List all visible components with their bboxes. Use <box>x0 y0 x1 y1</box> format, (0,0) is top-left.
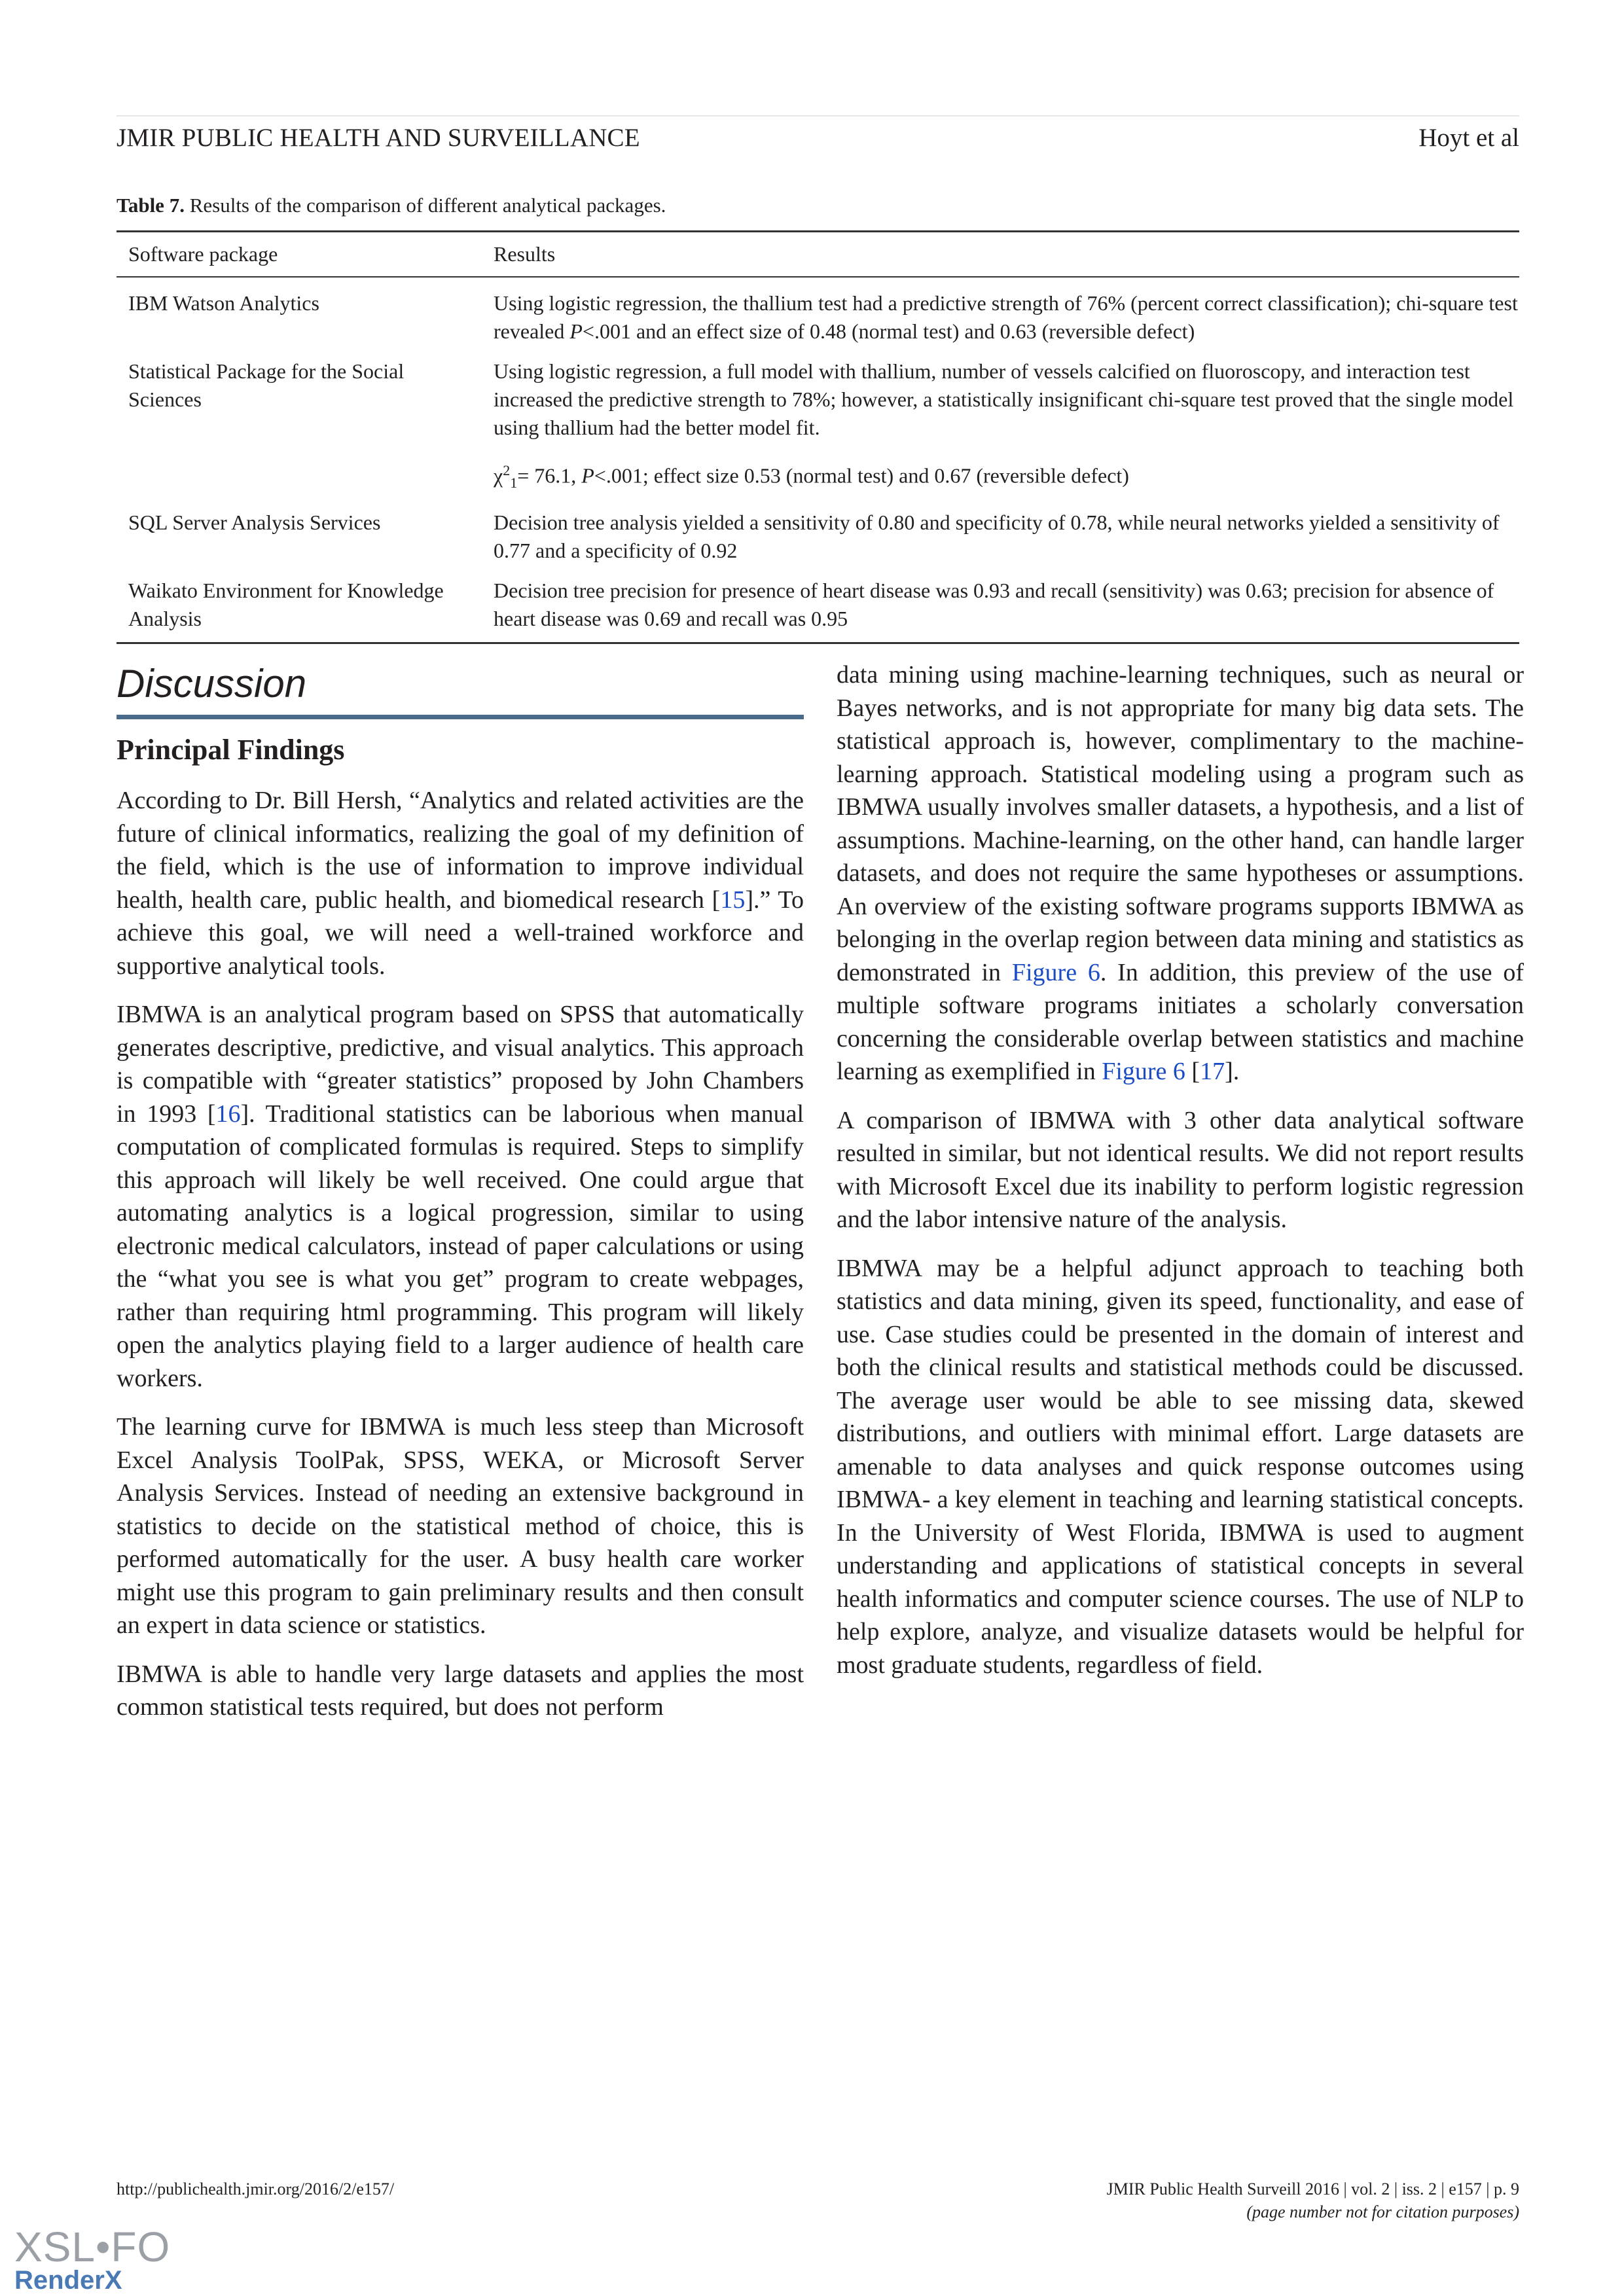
author-running-head: Hoyt et al <box>1418 124 1519 152</box>
paragraph-text: data mining using machine-learning techniques, such as neural or Bayes networks, and is not appropriate for many big data sets. The statistical approach is, however, complimentary to the machine-learning approach. Statistical modeling using a program such as IBMWA usually involves smaller datasets, a hypothesis, and a list of assumptions. Machine-learning, on the other hand, can handle larger datasets, and does not require the same hypotheses or assumptions. An overview of the existing software programs supports IBMWA as belonging in the overlap region between data mining and statistics as demonstrated in <box>837 661 1524 986</box>
p-symbol: P <box>581 463 594 488</box>
section-rule <box>117 715 804 719</box>
package-cell: Statistical Package for the Social Sciences <box>128 359 405 411</box>
footer-citation: JMIR Public Health Surveill 2016 | vol. 2 | iss. 2 | e157 | p. 9 <box>1106 2179 1519 2198</box>
table-row <box>117 346 1519 497</box>
chi-square-line <box>494 456 1519 497</box>
paragraph-text: ]. Traditional statistics can be laborious when manual computation of complicated formulas is required. Steps to simplify this approach will likely be well received. One could argue that automating analytics is a logical progression, similar to using electronic medical calculators, instead of paper calculations or using the “what you see is what you get” program to create webpages, rather than requiring html programming. This program will likely open the analytics playing field to a larger audience of health care workers. <box>117 1100 804 1392</box>
paragraph: The learning curve for IBMWA is much less steep than Microsoft Excel Analysis ToolPak, SPSS, WEKA, or Microsoft Server Analysis Services. Instead of needing an extensive background in statistics to decide on the statistical method of choice, this is performed automatically for the user. A busy health care worker might use this program to gain preliminary results and then consult an expert in data science or statistics. <box>117 1413 804 1639</box>
reference-link[interactable]: 17 <box>1200 1058 1225 1085</box>
section-title: Discussion <box>117 662 307 706</box>
result-cell: Decision tree precision for presence of heart disease was 0.93 and recall (sensitivity) was 0.63; precision for absence of heart disease was 0.69 and recall was 0.95 <box>482 565 1519 643</box>
footer-url[interactable]: http://publichealth.jmir.org/2016/2/e157/ <box>117 2179 395 2198</box>
paragraph <box>117 998 804 1395</box>
paragraph <box>837 658 1524 1088</box>
result-text: <.001 and an effect size of 0.48 (normal test) and 0.63 (reversible defect) <box>582 319 1195 343</box>
chi-superscript: 2 <box>503 462 511 478</box>
p-symbol: P <box>569 319 583 343</box>
footer-note: (page number not for citation purposes) <box>1246 2202 1519 2221</box>
reference-link[interactable]: 16 <box>215 1100 241 1128</box>
table-row <box>117 497 1519 565</box>
package-cell: IBM Watson Analytics <box>128 291 319 315</box>
figure-link[interactable]: Figure 6 <box>1011 958 1100 986</box>
result-text: Using logistic regression, a full model with thallium, number of vessels calcified on fluoroscopy, and interaction test increased the predictive strength to 78%; however, a statistically insignificant chi-square test proved that the single model using thallium had the better model fit. <box>494 359 1514 439</box>
paragraph-text: According to Dr. Bill Hersh, “Analytics and related activities are the future of clinical informatics, realizing the goal of my definition of the field, which is the use of information to improve individual health, health care, public health, and biomedical research [ <box>117 787 804 914</box>
chi-text: <.001; effect size 0.53 (normal test) and 0.67 (reversible defect) <box>594 463 1129 488</box>
result-cell <box>482 277 1519 346</box>
right-column <box>837 658 1524 1697</box>
header-rule <box>117 115 1519 117</box>
left-column <box>117 784 804 1740</box>
result-text: Using logistic regression, the thallium test had a predictive strength of 76% (percent correct classification); chi-square test revealed <box>494 291 1518 343</box>
paragraph-text: . In addition, this preview of the use of multiple software programs initiates a scholarly conversation concerning the considerable overlap between statistics and machine learning as exemplified in <box>837 958 1524 1085</box>
table-row <box>117 565 1519 643</box>
column-header: Results <box>482 232 1519 278</box>
result-cell: Decision tree analysis yielded a sensitivity of 0.80 and specificity of 0.78, while neural networks yielded a sensitivity of 0.77 and a specificity of 0.92 <box>494 511 1500 563</box>
table-label: Table 7. <box>117 194 185 217</box>
results-table <box>117 230 1519 644</box>
journal-title: JMIR PUBLIC HEALTH AND SURVEILLANCE <box>117 124 640 152</box>
table-caption <box>117 194 666 217</box>
result-cell <box>482 346 1519 497</box>
renderx-logo: RenderX <box>14 2266 122 2295</box>
package-cell: SQL Server Analysis Services <box>128 511 381 535</box>
paragraph <box>117 784 804 982</box>
paragraph-text: ].” To achieve this goal, we will need a well-trained workforce and supportive analytical tools. <box>117 886 804 980</box>
subsection-title: Principal Findings <box>117 734 345 766</box>
table-caption-text: Results of the comparison of different analytical packages. <box>189 194 666 217</box>
xslfo-logo: XSL•FO <box>14 2223 171 2270</box>
paragraph-text: IBMWA is an analytical program based on SPSS that automatically generates descriptive, predictive, and visual analytics. This approach is compatible with “greater statistics” proposed by John Chambers in 1993 [ <box>117 1001 804 1128</box>
chi-subscript: 1 <box>510 475 518 492</box>
paragraph: IBMWA is able to handle very large datasets and applies the most common statistical tests required, but does not perform <box>117 1660 804 1721</box>
column-header: Software package <box>117 232 482 278</box>
paragraph: IBMWA may be a helpful adjunct approach to teaching both statistics and data mining, given its speed, functionality, and ease of use. Case studies could be presented in the domain of interest and both the clinical results and statistical methods could be discussed. The average user would be able to see missing data, skewed distributions, and outliers with minimal effort. Large datasets are amenable to data analyses and quick response outcomes using IBMWA- a key element in teaching and learning statistical concepts. In the University of West Florida, IBMWA is used to augment understanding and applications of statistical concepts in several health informatics and computer science courses. The use of NLP to help explore, analyze, and visualize datasets would be helpful for most graduate students, regardless of field. <box>837 1254 1524 1679</box>
package-cell: Waikato Environment for Knowledge Analysis <box>117 565 482 643</box>
paragraph: A comparison of IBMWA with 3 other data analytical software resulted in similar, but not identical results. We did not report results with Microsoft Excel due its inability to perform logistic regression and the labor intensive nature of the analysis. <box>837 1106 1524 1233</box>
paragraph-text: ]. <box>1225 1058 1240 1085</box>
paragraph-text: [ <box>1185 1058 1200 1085</box>
table-row <box>117 277 1519 346</box>
reference-link[interactable]: 15 <box>720 886 746 914</box>
chi-text: = 76.1, <box>517 463 582 488</box>
chi-symbol: χ <box>494 463 503 488</box>
figure-link[interactable]: Figure 6 <box>1102 1058 1185 1085</box>
